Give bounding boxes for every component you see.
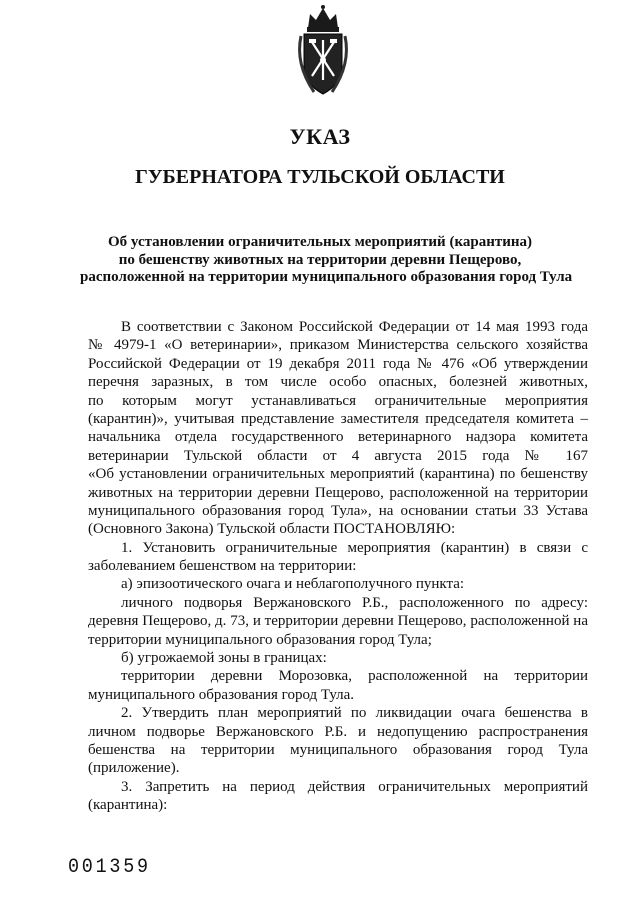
body-line: деревня Пещерово, д. 73, и территории деревни Пещерово, расположенной на: [88, 613, 588, 630]
body-line: (карантина):: [88, 797, 168, 814]
tula-coat-of-arms-emblem: [292, 4, 354, 99]
heading-line: расположенной на территории муниципального образования город Тула: [80, 269, 573, 285]
body-line: а) эпизоотического очага и неблагополучного пункта:: [121, 576, 465, 593]
decree-body: [88, 318, 588, 815]
body-line: территории деревни Морозовка, расположенной на территории: [121, 668, 588, 685]
body-line: ветеринарии Тульской области от 4 августа 2015 года № 167: [88, 447, 588, 464]
body-line: 2. Утвердить план мероприятий по ликвидации очага бешенства в: [121, 705, 588, 722]
body-line: начальника отдела государственного ветеринарного надзора комитета: [88, 429, 588, 446]
body-line: 3. Запретить на период действия ограничительных мероприятий: [121, 778, 588, 795]
body-line: (приложение).: [88, 760, 180, 777]
body-line: по которым могут устанавливаться ограничительные мероприятия: [88, 392, 588, 409]
body-line: муниципального образования город Тула», на основании статьи 33 Устава: [88, 502, 588, 519]
body-line: животных на территории деревни Пещерово, расположенной на территории: [88, 484, 588, 501]
decree-title: УКАЗ: [289, 124, 351, 149]
document-serial-number: 001359: [68, 856, 151, 879]
heading-line: Об установлении ограничительных мероприятий (карантина): [107, 234, 532, 250]
body-line: (карантин)», учитывая представление заместителя председателя комитета –: [88, 410, 588, 427]
body-line: Российской Федерации от 19 декабря 2011 года № 476 «Об утверждении: [88, 355, 588, 372]
body-line: В соответствии с Законом Российской Федерации от 14 мая 1993 года: [121, 319, 588, 335]
decree-heading: [80, 234, 573, 287]
body-line: б) угрожаемой зоны в границах:: [121, 650, 327, 667]
body-line: 1. Установить ограничительные мероприятия (карантин) в связи с: [121, 539, 588, 556]
body-line: личном подворье Вержановского Р.Б. и недопущению распространения: [88, 723, 588, 740]
heading-line: по бешенству животных на территории деревни Пещерово,: [118, 251, 522, 268]
decree-issuer: ГУБЕРНАТОРА ТУЛЬСКОЙ ОБЛАСТИ: [135, 166, 505, 188]
body-line: перечня заразных, в том числе особо опасных, болезней животных,: [88, 374, 588, 391]
body-line: личного подворья Вержановского Р.Б., расположенного по адресу:: [121, 594, 588, 611]
body-line: заболеванием бешенством на территории:: [88, 558, 357, 575]
body-line: муниципального образования город Тула.: [88, 686, 355, 703]
body-line: бешенства на территории муниципального образования город Тула: [88, 741, 588, 758]
body-line: «Об установлении ограничительных мероприятий (карантина) по бешенству: [88, 466, 588, 483]
body-line: № 4979-1 «О ветеринарии», приказом Министерства сельского хозяйства: [88, 337, 588, 354]
body-line: территории муниципального образования город Тула;: [88, 631, 432, 648]
body-line: (Основного Закона) Тульской области ПОСТАНОВЛЯЮ:: [88, 521, 456, 538]
